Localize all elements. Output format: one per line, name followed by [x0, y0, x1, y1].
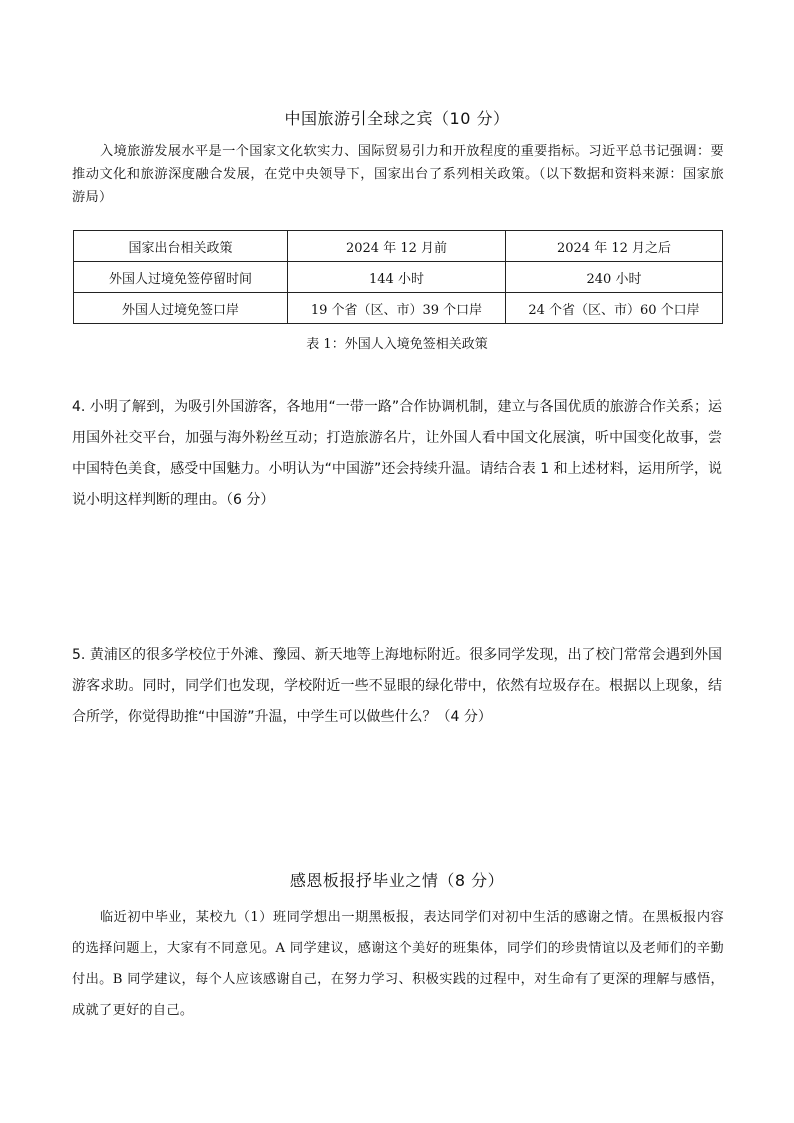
tourism-intro-paragraph: 入境旅游发展水平是一个国家文化软实力、国际贸易引力和开放程度的重要指标。习近平总书记强调：要推动文化和旅游深度融合发展，在党中央领导下，国家出台了系列相关政策。（以下数据和资料来源：国家旅游局）	[72, 144, 724, 205]
question-4: 4. 小明了解到，为吸引外国游客，各地用“一带一路”合作协调机制，建立与各国优质的旅游合作关系；运用国外社交平台，加强与海外粉丝互动；打造旅游名片，让外国人看中国文化展演，听中国变化故事，尝中国特色美食，感受中国魅力。小明认为“中国游”还会持续升温。请结合表 1 和上述材料，运用所学，说说小明这样判断的理由。（6 分）	[72, 399, 722, 508]
visa-policy-table	[73, 230, 723, 324]
table-cell: 24 个省（区、市）60 个口岸	[506, 293, 723, 324]
table-header-cell: 2024 年 12 月前	[288, 231, 506, 262]
graduation-intro-paragraph: 临近初中毕业，某校九（1）班同学想出一期黑板报，表达同学们对初中生活的感谢之情。在黑板报内容的选择问题上，大家有不同意见。A 同学建议，感谢这个美好的班集体，同学们的珍贵情谊以及老师们的辛勤付出。B 同学建议，每个人应该感谢自己，在努力学习、积极实践的过程中，对生命有了更深的理解与感悟，成就了更好的自己。	[72, 910, 724, 1018]
question-5: 5. 黄浦区的很多学校位于外滩、豫园、新天地等上海地标附近。很多同学发现，出了校门常常会遇到外国游客求助。同时，同学们也发现，学校附近一些不显眼的绿化带中，依然有垃圾存在。根据以上现象，结合所学，你觉得助推“中国游”升温，中学生可以做些什么？（4 分）	[72, 647, 722, 725]
section-title-graduation: 感恩板报抒毕业之情（8 分）	[289, 871, 505, 890]
table-cell: 外国人过境免签口岸	[74, 293, 288, 324]
table-caption: 表 1：外国人入境免签相关政策	[306, 337, 488, 352]
table-header-cell: 2024 年 12 月之后	[506, 231, 723, 262]
table-cell: 外国人过境免签停留时间	[74, 262, 288, 293]
table-header-cell: 国家出台相关政策	[74, 231, 288, 262]
table-cell: 144 小时	[288, 262, 506, 293]
table-cell: 240 小时	[506, 262, 723, 293]
table-row	[74, 293, 723, 324]
table-row	[74, 262, 723, 293]
table-header-row	[74, 231, 723, 262]
section-title-tourism: 中国旅游引全球之宾（10 分）	[284, 109, 510, 128]
table-cell: 19 个省（区、市）39 个口岸	[288, 293, 506, 324]
